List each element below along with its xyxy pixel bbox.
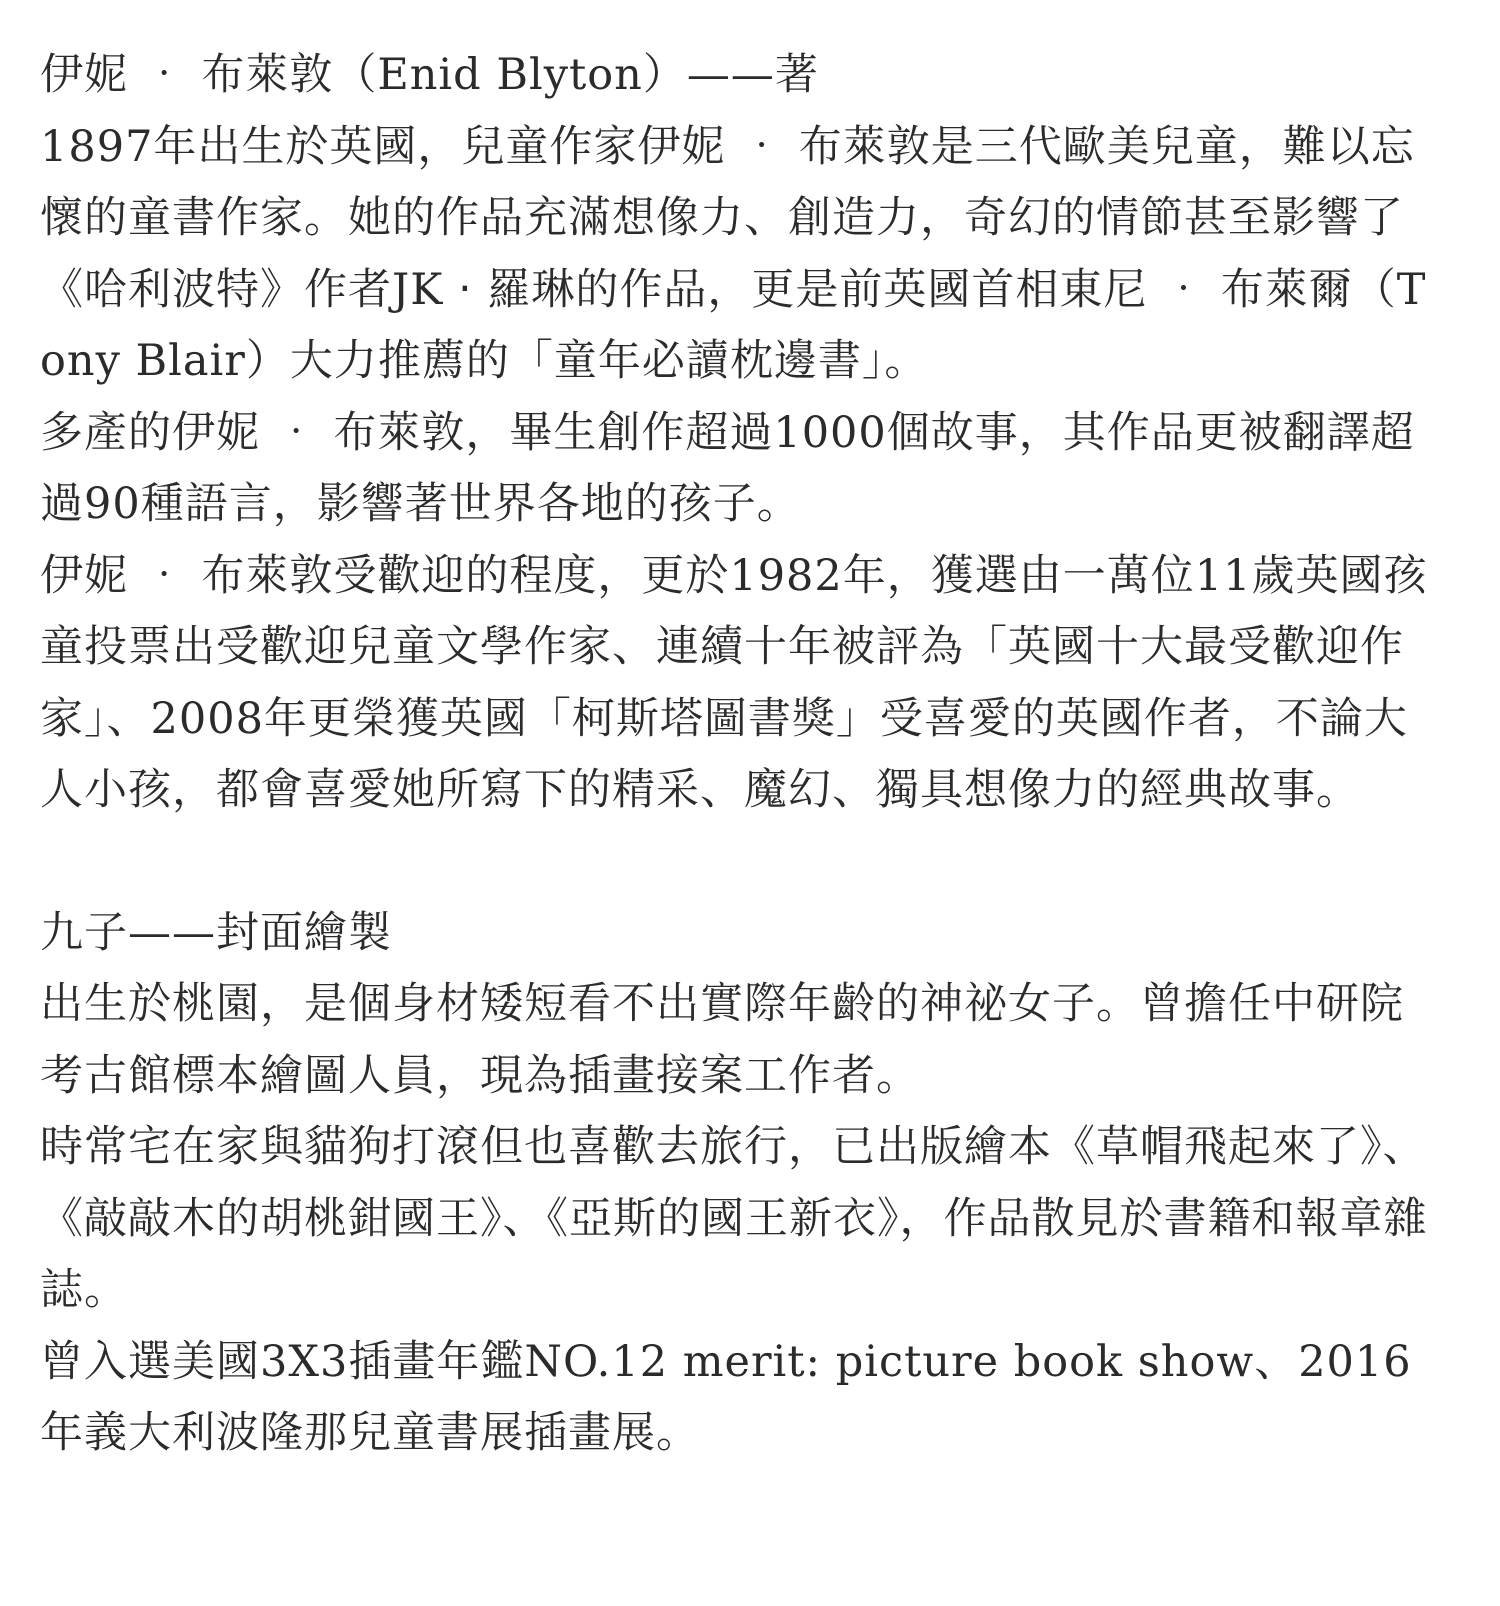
illustrator-heading: 九子——封面繪製	[40, 907, 392, 958]
author-bio-paragraph-3: 伊妮 ‧ 布萊敦受歡迎的程度，更於1982年，獲選由一萬位11歲英國孩童投票出受歡迎兒童文學作家、連續十年被評為「英國十大最受歡迎作家」、2008年更榮獲英國「柯斯塔圖書獎」受喜愛的英國作者，不論大人小孩，都會喜愛她所寫下的精采、魔幻、獨具想像力的經典故事。	[40, 550, 1428, 815]
illustrator-bio-paragraph-1: 出生於桃園，是個身材矮短看不出實際年齡的神祕女子。曾擔任中研院考古館標本繪圖人員，現為插畫接案工作者。	[40, 979, 1404, 1101]
author-bio-paragraph-1: 1897年出生於英國，兒童作家伊妮 ‧ 布萊敦是三代歐美兒童，難以忘懷的童書作家。她的作品充滿想像力、創造力，奇幻的情節甚至影響了《哈利波特》作者JK ‧ 羅琳的作品，更是前英國首相東尼 ‧ 布萊爾（Tony Blair）大力推薦的「童年必讀枕邊書」。	[40, 121, 1427, 386]
illustrator-section	[40, 898, 1430, 1470]
section-spacer	[40, 827, 1460, 898]
author-section	[40, 40, 1430, 827]
illustrator-bio-paragraph-2: 時常宅在家與貓狗打滾但也喜歡去旅行，已出版繪本《草帽飛起來了》、《敲敲木的胡桃鉗國王》、《亞斯的國王新衣》，作品散見於書籍和報章雜誌。	[40, 1122, 1428, 1315]
author-heading: 伊妮 ‧ 布萊敦（Enid Blyton）——著	[40, 50, 819, 100]
illustrator-bio-paragraph-3: 曾入選美國3X3插畫年鑑NO.12 merit: picture book show、2016年義大利波隆那兒童書展插畫展。	[40, 1336, 1412, 1458]
author-bio-paragraph-2: 多產的伊妮 ‧ 布萊敦，畢生創作超過1000個故事，其作品更被翻譯超過90種語言，影響著世界各地的孩子。	[40, 407, 1415, 529]
